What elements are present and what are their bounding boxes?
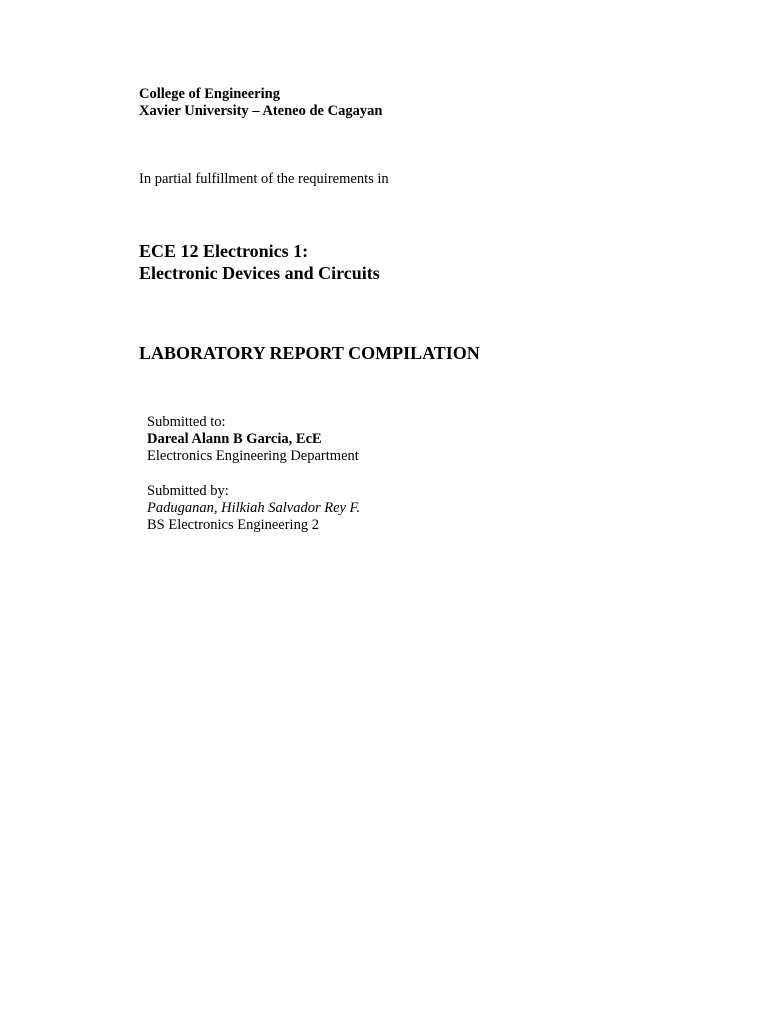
- student-name: Paduganan, Hilkiah Salvador Rey F.: [147, 500, 361, 516]
- university-name: Xavier University – Ateneo de Cagayan: [139, 103, 383, 119]
- submitted-by-block: [147, 483, 360, 534]
- course-code-line: ECE 12 Electronics 1:: [139, 241, 309, 261]
- student-program: BS Electronics Engineering 2: [147, 517, 319, 533]
- course-name-line: Electronic Devices and Circuits: [139, 263, 380, 283]
- submitted-by-label: Submitted by:: [147, 483, 229, 499]
- institution-header: [139, 86, 382, 120]
- submitted-to-label: Submitted to:: [147, 414, 226, 430]
- course-title: [139, 240, 380, 284]
- instructor-name: Dareal Alann B Garcia, EcE: [147, 431, 322, 447]
- instructor-department: Electronics Engineering Department: [147, 448, 359, 464]
- submitted-to-block: [147, 414, 359, 465]
- college-name: College of Engineering: [139, 86, 280, 102]
- report-title: LABORATORY REPORT COMPILATION: [139, 343, 480, 363]
- fulfillment-statement: In partial fulfillment of the requirements in: [139, 171, 389, 187]
